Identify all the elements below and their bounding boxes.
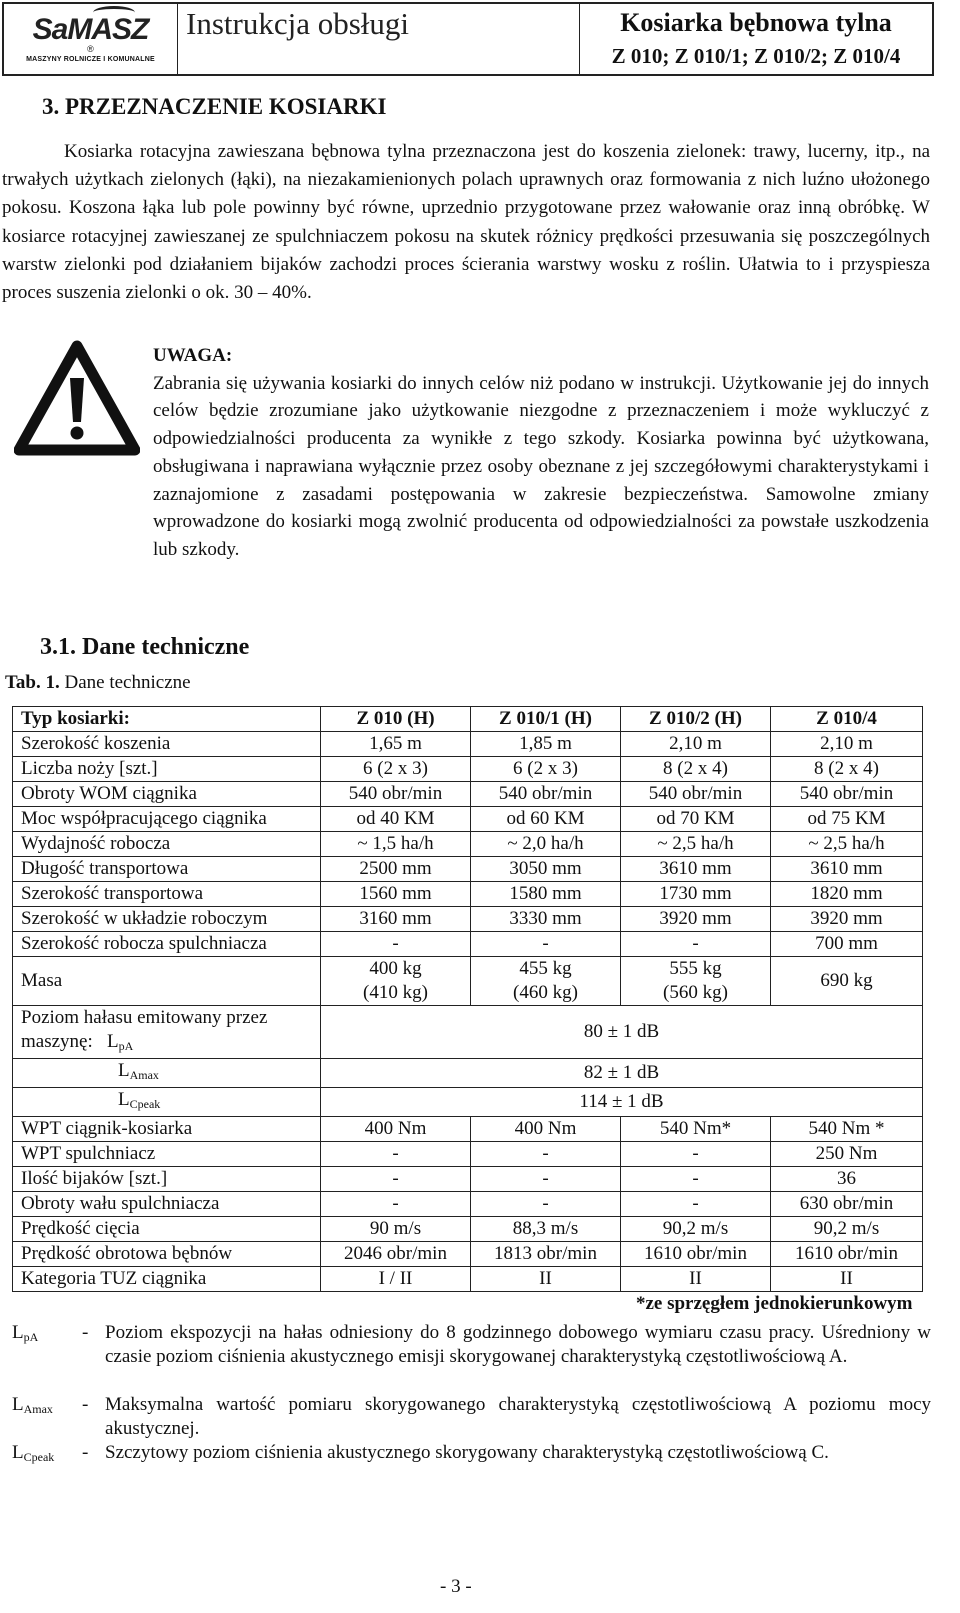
table-cell: 400 Nm <box>321 1117 471 1142</box>
table-cell: 82 ± 1 dB <box>321 1059 923 1088</box>
legend-text: Szczytowy poziom ciśnienia akustycznego skorygowany charakterystyką częstotliwościową C. <box>105 1442 829 1463</box>
table-cell: 2500 mm <box>321 857 471 882</box>
caption-text: Dane techniczne <box>64 672 191 693</box>
table-cell: 114 ± 1 dB <box>321 1088 923 1117</box>
legend-text: Poziom ekspozycji na hałas odniesiony do 8 godzinnego dobowego wymiaru czasu pracy. Uśredniony w czasie poziom ciśnienia akustycznego emisji skorygowanej charakterystyką częstotliwościową A. <box>105 1322 931 1367</box>
row-label: Prędkość cięcia <box>13 1217 321 1242</box>
intro-paragraph: Kosiarka rotacyjna zawieszana bębnowa tylna przeznaczona jest do koszenia zielonek: trawy, lucerny, itp., na trwałych użytkach zielonych (łąki), na niezakamienionych polach uprawnych oraz formowania z nich luźno ułożonego pokosu. Koszona łąka lub pole powinny być równe, uprzednio przygotowane przez wałowanie oraz inną obróbkę. W kosiarce rotacyjnej zawieszanej ze spulchniaczem pokosu na skutek różnicy prędkości przesuwania się poszczególnych warstw zielonki pod działaniem bijaków zachodzi proces ścierania warstwy wosku z roślin. Ułatwia to i przyspiesza proces suszenia zielonki o ok. 30 – 40%. <box>2 141 930 304</box>
table-footnote-row <box>13 1292 923 1317</box>
table-cell: od 70 KM <box>621 807 771 832</box>
table-cell: - <box>471 1192 621 1217</box>
table-cell: ~ 2,5 ha/h <box>771 832 923 857</box>
table-header-row <box>13 707 923 732</box>
table-cell: od 75 KM <box>771 807 923 832</box>
table-cell: 540 obr/min <box>621 782 771 807</box>
table-cell: 3330 mm <box>471 907 621 932</box>
table-cell: - <box>471 932 621 957</box>
table-body-a <box>13 707 923 957</box>
row-label: WPT ciągnik-kosiarka <box>13 1117 321 1142</box>
table-cell: od 40 KM <box>321 807 471 832</box>
legend-symbol: $L_{Cpeak}$ <box>12 1442 55 1464</box>
table-cell: 1580 mm <box>471 882 621 907</box>
legend-item-lamax: $L_{Amax}$ - Maksymalna wartość pomiaru skorygowanego charakterystyką częstotliwościową A poziomu mocy akustycznej. <box>12 1394 931 1439</box>
table-cell: 6 (2 x 3) <box>321 757 471 782</box>
table-cell: 90,2 m/s <box>771 1217 923 1242</box>
table-cell: 2046 obr/min <box>321 1242 471 1267</box>
row-label: Kategoria TUZ ciągnika <box>13 1267 321 1292</box>
header-cell: Z 010/2 (H) <box>621 707 771 732</box>
table-cell: 3050 mm <box>471 857 621 882</box>
table-caption <box>5 672 191 694</box>
table-cell: 690 kg <box>771 957 923 1006</box>
product-info <box>580 4 932 74</box>
table-cell: 6 (2 x 3) <box>471 757 621 782</box>
row-label: Prędkość obrotowa bębnów <box>13 1242 321 1267</box>
subsection-title: 3.1. Dane techniczne <box>40 634 250 660</box>
table-cell: 1560 mm <box>321 882 471 907</box>
table-cell: 455 kg (460 kg) <box>471 957 621 1006</box>
row-label: Wydajność robocza <box>13 832 321 857</box>
row-label: Liczba noży [szt.] <box>13 757 321 782</box>
table-cell: 1,65 m <box>321 732 471 757</box>
table-row <box>13 757 923 782</box>
table-cell: 400 Nm <box>471 1117 621 1142</box>
table-row <box>13 932 923 957</box>
table-row <box>13 1117 923 1142</box>
row-label: Masa <box>13 957 321 1006</box>
table-cell: 3610 mm <box>771 857 923 882</box>
table-cell: 1730 mm <box>621 882 771 907</box>
table-footnote: *ze sprzęgłem jednokierunkowym <box>635 1293 913 1314</box>
table-cell: 540 obr/min <box>471 782 621 807</box>
table-row <box>13 1267 923 1292</box>
table-cell: 250 Nm <box>771 1142 923 1167</box>
table-cell: 555 kg (560 kg) <box>621 957 771 1006</box>
product-name: Kosiarka bębnowa tylna <box>620 8 892 37</box>
table-row <box>13 732 923 757</box>
table-cell: 630 obr/min <box>771 1192 923 1217</box>
table-cell: 3610 mm <box>621 857 771 882</box>
table-cell: 700 mm <box>771 932 923 957</box>
table-cell: 88,3 m/s <box>471 1217 621 1242</box>
legend-symbol: $L_{pA}$ <box>12 1322 39 1344</box>
table-cell: od 60 KM <box>471 807 621 832</box>
logo-text: SaMASZ <box>32 13 149 46</box>
warning-title: UWAGA: <box>153 345 233 366</box>
row-label: Ilość bijaków [szt.] <box>13 1167 321 1192</box>
table-cell: I / II <box>321 1267 471 1292</box>
product-models: Z 010; Z 010/1; Z 010/2; Z 010/4 <box>611 44 901 68</box>
table-cell: 3160 mm <box>321 907 471 932</box>
table-cell: - <box>621 1142 771 1167</box>
table-row-mass <box>13 957 923 1006</box>
table-cell: - <box>621 1167 771 1192</box>
table-cell: - <box>321 932 471 957</box>
section-title: 3. PRZEZNACZENIE KOSIARKI <box>42 94 387 119</box>
table-cell: 540 Nm * <box>771 1117 923 1142</box>
row-label: Szerokość robocza spulchniacza <box>13 932 321 957</box>
row-label: Szerokość w układzie roboczym <box>13 907 321 932</box>
page-number: - 3 - <box>440 1576 472 1597</box>
logo-subtitle: MASZYNY ROLNICZE I KOMUNALNE <box>26 56 155 63</box>
table-row-noise-lpa <box>13 1006 923 1059</box>
table-row <box>13 832 923 857</box>
legend-text: Maksymalna wartość pomiaru skorygowanego charakterystyką częstotliwościową A poziomu mocy akustycznej. <box>105 1394 931 1439</box>
table-cell: 540 obr/min <box>321 782 471 807</box>
table-row <box>13 807 923 832</box>
table-cell: - <box>471 1142 621 1167</box>
table-cell: 80 ± 1 dB <box>321 1006 923 1059</box>
table-cell: 2,10 m <box>621 732 771 757</box>
logo-registered: ® <box>87 44 94 54</box>
table-cell: 540 Nm* <box>621 1117 771 1142</box>
row-label: Poziom hałasu emitowany przez maszynę: $L_{pA}$ <box>13 1006 321 1059</box>
table-cell: ~ 2,5 ha/h <box>621 832 771 857</box>
table-cell: 2,10 m <box>771 732 923 757</box>
row-label: Długość transportowa <box>13 857 321 882</box>
table-cell: ~ 1,5 ha/h <box>321 832 471 857</box>
legend-symbol: $L_{Amax}$ <box>12 1394 53 1416</box>
row-label: Obroty WOM ciągnika <box>13 782 321 807</box>
table-cell: II <box>621 1267 771 1292</box>
row-label: Obroty wału spulchniacza <box>13 1192 321 1217</box>
table-row <box>13 857 923 882</box>
header-cell: Z 010/4 <box>771 707 923 732</box>
table-cell: 1820 mm <box>771 882 923 907</box>
header-cell: Typ kosiarki: <box>13 707 321 732</box>
header-cell: Z 010/1 (H) <box>471 707 621 732</box>
samasz-logo <box>4 4 178 74</box>
warning-block <box>153 342 929 564</box>
table-cell: - <box>321 1167 471 1192</box>
row-label: Moc współpracującego ciągnika <box>13 807 321 832</box>
table-row-noise-lcpeak <box>13 1088 923 1117</box>
table-row <box>13 907 923 932</box>
technical-data-table <box>12 706 923 1316</box>
doc-title: Instrukcja obsługi <box>178 4 580 74</box>
row-label: Szerokość koszenia <box>13 732 321 757</box>
table-body-mass-noise <box>13 957 923 1117</box>
table-cell: 1610 obr/min <box>771 1242 923 1267</box>
table-footnote-body <box>13 1292 923 1317</box>
table-cell: ~ 2,0 ha/h <box>471 832 621 857</box>
warning-triangle-icon <box>14 340 140 456</box>
table-cell: - <box>621 932 771 957</box>
table-cell: 8 (2 x 4) <box>771 757 923 782</box>
table-row <box>13 1142 923 1167</box>
row-label: WPT spulchniacz <box>13 1142 321 1167</box>
table-row <box>13 1217 923 1242</box>
table-row-noise-lamax <box>13 1059 923 1088</box>
table-cell: 3920 mm <box>771 907 923 932</box>
table-cell: II <box>471 1267 621 1292</box>
table-cell: 90,2 m/s <box>621 1217 771 1242</box>
table-cell: - <box>321 1142 471 1167</box>
page-header <box>2 2 934 76</box>
legend-item-lpa: $L_{pA}$ - Poziom ekspozycji na hałas odniesiony do 8 godzinnego dobowego wymiaru czasu pracy. Uśredniony w czasie poziom ciśnienia akustycznego emisji skorygowanej charakterystyką częstotliwościową A. <box>12 1322 931 1367</box>
table-cell: 90 m/s <box>321 1217 471 1242</box>
table-cell: 540 obr/min <box>771 782 923 807</box>
row-label: $L_{Amax}$ <box>13 1059 321 1088</box>
row-label: Szerokość transportowa <box>13 882 321 907</box>
table-cell: II <box>771 1267 923 1292</box>
table-row <box>13 1192 923 1217</box>
warning-text: Zabrania się używania kosiarki do innych celów niż podano w instrukcji. Użytkowanie jej do innych celów będzie zrozumiane jako użytkowanie niezgodne z przeznaczeniem i może wykluczyć z odpowiedzialności producenta za wynikłe z tego szkody. Kosiarka powinna być użytkowana, obsługiwana i naprawiana wyłącznie przez osoby obeznane z jej szczegółowymi charakterystykami i zaznajomione z zasadami postępowania w zakresie bezpieczeństwa. Samowolne zmiany wprowadzone do kosiarki mogą zwolnić producenta od odpowiedzialności za powstałe uszkodzenia lub szkody. <box>153 372 929 560</box>
table-cell: 1813 obr/min <box>471 1242 621 1267</box>
header-cell: Z 010 (H) <box>321 707 471 732</box>
table-row <box>13 1167 923 1192</box>
table-cell: - <box>321 1192 471 1217</box>
table-row <box>13 782 923 807</box>
table-cell: - <box>621 1192 771 1217</box>
table-cell: 8 (2 x 4) <box>621 757 771 782</box>
table-cell: 1,85 m <box>471 732 621 757</box>
table-cell: 400 kg (410 kg) <box>321 957 471 1006</box>
row-label: $L_{Cpeak}$ <box>13 1088 321 1117</box>
caption-label: Tab. 1. <box>5 672 60 693</box>
table-row <box>13 1242 923 1267</box>
legend-item-lcpeak: $L_{Cpeak}$ - Szczytowy poziom ciśnienia akustycznego skorygowany charakterystyką częstotliwościową C. <box>12 1441 932 1465</box>
table-cell: 1610 obr/min <box>621 1242 771 1267</box>
table-cell: 3920 mm <box>621 907 771 932</box>
table-body-b <box>13 1117 923 1292</box>
table-cell: 36 <box>771 1167 923 1192</box>
table-cell: - <box>471 1167 621 1192</box>
table-row <box>13 882 923 907</box>
